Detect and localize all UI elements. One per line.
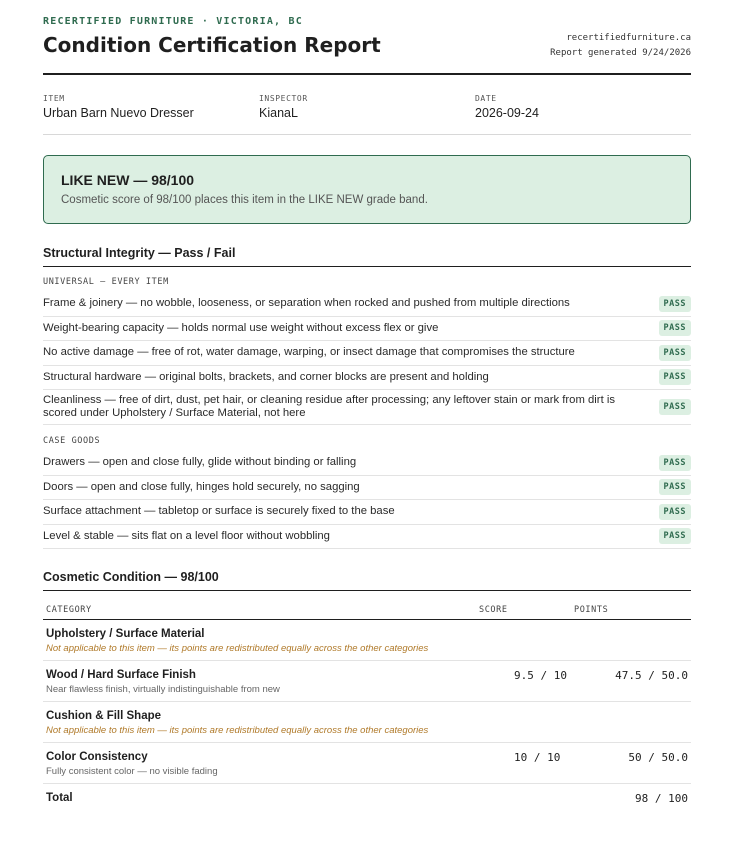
grade-title: LIKE NEW — 98/100 [61,172,195,188]
table-row [43,743,691,784]
checklist-item-text: Cleanliness — free of dirt, dust, pet hair, or cleaning residue after processing; any leftover stain or mark from dirt is scored under Upholstery / Surface Material, not here [43,394,616,419]
grade-box [43,155,691,224]
pass-badge: PASS [659,399,691,415]
pass-badge: PASS [659,345,691,361]
report-generated-date: Report generated 9/24/2026 [550,48,691,58]
site-url: recertifiedfurniture.ca [566,33,691,43]
category-name: Color Consistency [46,751,148,763]
category-note: Fully consistent color — no visible fading [46,766,218,777]
checklist-row [43,390,691,425]
score-column-header: SCORE [476,596,571,620]
checklist-item-text: Weight-bearing capacity — holds normal use weight without excess flex or give [43,321,439,334]
checklist-row [43,500,691,525]
total-value: 98 / 100 [635,792,688,805]
cosmetic-table [43,596,691,811]
checklist-row [43,317,691,342]
checklist-row [43,341,691,366]
category-note: Not applicable to this item — its points are redistributed equally across the other categories [46,725,429,736]
checklist-item-text: Doors — open and close fully, hinges hold securely, no sagging [43,480,360,493]
report-header [43,0,691,75]
points-cell: 50 / 50.0 [571,743,691,784]
meta-date [475,94,691,134]
date-value: 2026-09-24 [475,106,539,120]
checklist-item-text: Frame & joinery — no wobble, looseness, or separation when rocked and pushed from multiple directions [43,297,570,310]
points-cell: 47.5 / 50.0 [571,661,691,702]
table-header-row [43,596,691,620]
table-row [43,620,691,661]
item-label: ITEM [43,94,65,103]
meta-inspector [259,94,475,134]
table-row [43,661,691,702]
checklist-row [43,292,691,317]
points-cell [571,620,691,661]
pass-badge: PASS [659,479,691,495]
cosmetic-table-body [43,620,691,784]
category-cell [43,743,476,784]
structural-section-title: Structural Integrity — Pass / Fail [43,246,691,267]
pass-badge: PASS [659,455,691,471]
cosmetic-section-title: Cosmetic Condition — 98/100 [43,570,691,591]
brand-label: RECERTIFIED FURNITURE · VICTORIA, BC [43,16,303,27]
category-cell [43,661,476,702]
category-column-header: CATEGORY [43,596,476,620]
score-cell: 10 / 10 [476,743,571,784]
score-cell [476,702,571,743]
checklist-item-text: Drawers — open and close fully, glide without binding or falling [43,456,357,469]
category-note: Not applicable to this item — its points are redistributed equally across the other categories [46,643,429,654]
pass-badge: PASS [659,528,691,544]
score-cell: 9.5 / 10 [476,661,571,702]
checklist-row [43,366,691,391]
category-name: Upholstery / Surface Material [46,628,205,640]
total-label: Total [46,792,73,804]
header-info [550,31,691,61]
grade-description: Cosmetic score of 98/100 places this item in the LIKE NEW grade band. [61,194,428,206]
universal-checklist [43,292,691,425]
pass-badge: PASS [659,504,691,520]
points-column-header: POINTS [571,596,691,620]
total-row [43,784,691,812]
meta-item [43,94,259,134]
page-title: Condition Certification Report [43,33,381,57]
score-cell [476,620,571,661]
item-meta [43,75,691,135]
checklist-row [43,476,691,501]
category-name: Cushion & Fill Shape [46,710,162,722]
inspector-label: INSPECTOR [259,94,308,103]
checklist-row [43,525,691,550]
category-cell [43,620,476,661]
checklist-item-text: No active damage — free of rot, water damage, warping, or insect damage that compromises the structure [43,346,575,359]
table-row [43,702,691,743]
pass-badge: PASS [659,369,691,385]
checklist-row [43,451,691,476]
total-score-cell [476,784,571,812]
category-name: Wood / Hard Surface Finish [46,669,196,681]
case-goods-checklist [43,451,691,549]
date-label: DATE [475,94,497,103]
case-goods-group-label: CASE GOODS [43,436,101,446]
checklist-item-text: Structural hardware — original bolts, brackets, and corner blocks are present and holding [43,370,489,383]
points-cell [571,702,691,743]
pass-badge: PASS [659,320,691,336]
category-note: Near flawless finish, virtually indistinguishable from new [46,684,280,695]
universal-group-label: UNIVERSAL — EVERY ITEM [43,277,169,287]
category-cell [43,702,476,743]
checklist-item-text: Surface attachment — tabletop or surface is securely fixed to the base [43,505,395,518]
checklist-item-text: Level & stable — sits flat on a level floor without wobbling [43,529,330,542]
item-value: Urban Barn Nuevo Dresser [43,106,194,120]
pass-badge: PASS [659,296,691,312]
inspector-value: KianaL [259,106,298,120]
